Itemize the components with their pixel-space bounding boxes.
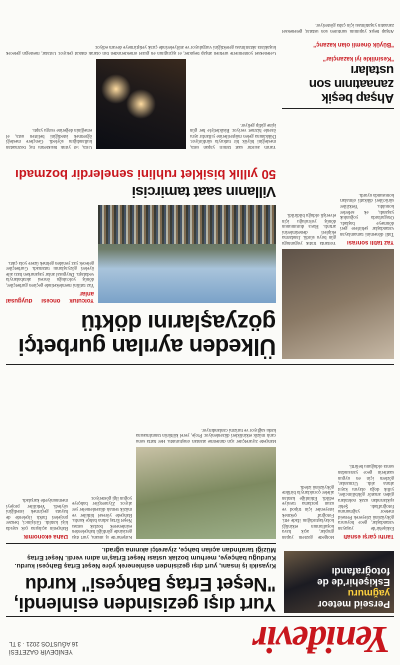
promo-line2: yağmuru [347,587,390,598]
promo-box [284,551,394,613]
column-heading: Yolculuk öncesi duygusal anlar [6,290,94,303]
fourth-headline: Ahşap beşik zanaatının son ustaları [309,63,394,106]
article-column: Kırşehir'de iş insanı, yurt dışı gezisinde gördüğü bahçelerden esinlenerek bozlak ustası Neşet Ertaş adına bahçe kurdu. Bahçede yöresel bitkiler ve müzik temalı düzenlemeler yer alıyor. Ziyaretçiler bahçeye yoğun ilgi gösteriyor. [72,494,132,539]
divider [6,543,276,544]
article-column: Yaz tatili sonrası Tatil dönemini tamamlayan vatandaşlar şehirlere geri dönmeye başladı. Otogarlarda yoğunluk yaşandı, ek seferler konuldu. Yetkililer sürücüleri dikkatli olmaları konusunda uyardı. [340,191,394,245]
second-photo [98,205,276,303]
left-photo [282,249,394,359]
masthead-meta-line1: YENİDEVİR GAZETESİ [9,648,73,654]
promo-text [290,565,390,609]
pull-quote: "Kesinlikle iyi kazançlar" [322,55,394,61]
article-column: Tarihi çarşı esnafı Eskişehir'de yaşayan vatandaşlar, gece boyunca gökyüzünü izleyerek Perseid meteor yağmurunu fotoğrafladı. Şehir ışıklarından uzak noktalara giden amatör gökbilimciler, yıllık doğa olayını kayıt altına aldı. Uzmanlar, gözlem için en uygun saatlerin gece yarısından sonra olduğunu belirtti. [338,463,394,539]
divider [282,108,394,109]
promo-line1: Perseid meteor [317,598,390,609]
divider [6,364,394,365]
article-column: Geleneksel yöntemlerle üretilen ahşap beşikler, el işçiliğinin en güzel örneklerinden biri olarak dikkat çekiyor. Ustalar, mesleğin gelecek kuşaklara aktarılması gerektiğini vurguluyor ve atölyelerinde çırak yetiştirmeye devam ediyor. [6,44,276,55]
article-column: Yollarda trafik yoğunluğu gün boyu sürdü. Jandarma ekipleri denetimlerini artırdı. Hava durumunun dönüş yolculuğu için elverişli olduğu bildirildi. [282,212,336,245]
article-column: Yolculuk öncesi duygusal anlar Yaz tatilini memleketinde geçiren gurbetçiler, dönüş yolculuğu öncesi akrabalarıyla vedalaştı. Duygusal anlar yaşanırken bazı aile üyeleri gözyaşlarını tutamadı. Gurbetçiler gelecek yaz yeniden gelmek üzere yola çıktı. [6,259,94,303]
lead-subhead: Kıyasıklı iş insanı, yurt dışı gezisinden esinlenerek yöre Neşet Ertaş Bahçesi kurdu. Kurduğu bahçeye, merhum bozlak ustası Neşet Ertaş'ın adını verdi. Neşet Ertaş Müziği tarafından açılan bahçe, ziyaretçi akınına uğradı. [14,546,276,569]
third-photo [96,59,186,149]
lead-photo [136,447,276,539]
article-column: Daha ekonomik Bahçenin açılışına çok sayıda kişi katıldı. Girişimci, benzer projeleri farklı ilçelerde de hayata geçirmek istediğini söyledi. Yetkililer projeyi memnuniyetle karşıladı. [6,497,68,539]
third-headline: Villanın saat tamircisi [132,183,276,200]
second-headline: Ülkeden ayrılan gurbetçi gözyaşlarını döktü [18,310,276,360]
masthead-meta [9,639,184,655]
article-column: Bahçede ziyaretçiler için dinlenme alanları oluşturuldu. Her hafta sonu canlı müzik etkinlikleri düzenleniyor. Proje, yerel kültürün tanıtılmasına katkı sağlıyor ve turizmi canlandırıyor. [136,426,276,443]
article-column: Usta, 50 yıllık bisikletini hiç bozmadan kullandığını söyledi. Gençlere mesleği öğretmek istediğini belirten usta, el emeğinin değerine vurgu yaptı. [6,127,92,149]
promo-line4: fotoğrafandı [331,565,390,576]
lead-headline: Yurt dışı gezisinden esinlendi, "Neşet Ertaş Bahçesi" kurdu [13,573,276,614]
newspaper-logo: Yeniđevir [253,618,390,660]
article-column: Yarım asırdır saat tamiri yapan usta, mesleğini büyük bir tutkuyla sürdürüyor. Dükkânına gelen müşterilerine yıllardır aynı özenle hizmet veriyor. Bisikletiyle her gün işine gidip geliyor. [190,121,276,149]
article-column: Ahşap beşik yapımını sürdüren son ustalar, geleneksel zanaatın yaşatılması için çaba gösteriyor. [282,22,394,33]
promo-line3: Eskişehir'de de [317,576,390,587]
article-column: Bölgede gözlem yapan gruplar, açık hava koşullarının etkinliği kolaylaştırdığını ifade etti. Fotoğraf çekmek isteyenler için tripod ve uzun pozlama tavsiye edildi. Etkinliğe katılan aileler çocuklarıyla birlikte gökyüzünü izledi. [282,483,334,539]
masthead [6,616,394,661]
pull-quote: "Büyük önemli olan kazanç" [313,41,394,47]
third-subhead: 50 yıllık bisiklet ruhlini senelerdir bozmadı [15,167,276,182]
column-heading: Daha ekonomik [23,533,68,539]
masthead-meta-line2: 16 AĞUSTOS 2021 · 3 TL [9,640,79,646]
column-heading: Tarihi çarşı esnafı [343,533,394,539]
column-heading: Yaz tatili sonrası [346,239,394,245]
